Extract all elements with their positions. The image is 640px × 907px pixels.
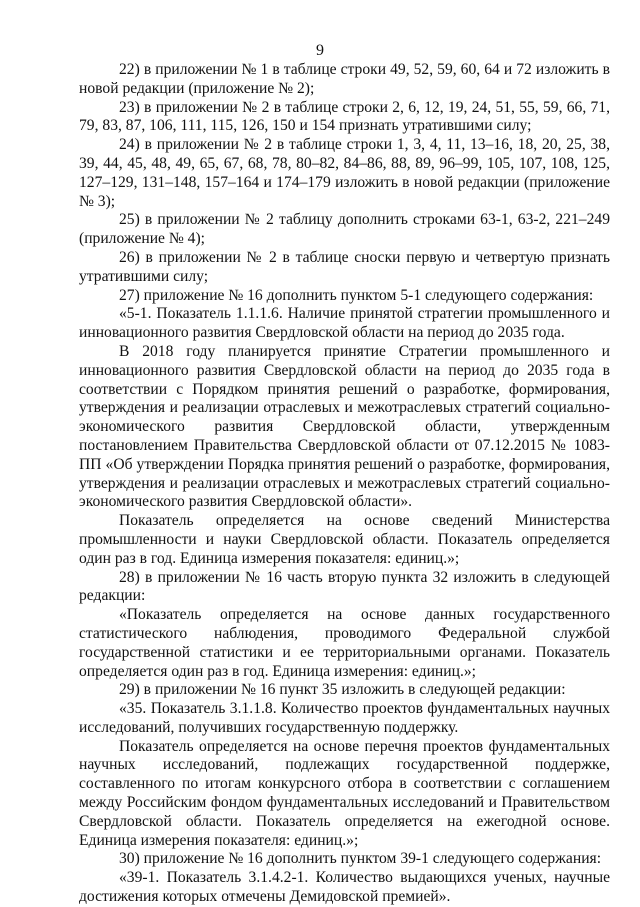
paragraph-item-25: 25) в приложении № 2 таблицу дополнить строками 63-1, 63-2, 221–249 (приложение № 4); xyxy=(79,211,610,248)
paragraph-item-29: 29) в приложении № 16 пункт 35 изложить в следующей редакции: xyxy=(119,681,566,699)
quoted-statistics-paragraph: «Показатель определяется на основе данных государственного статистического наблюдения, проводимого Федеральной службой государственной статистики и ее территориальными органами. Показатель определяется один раз в год. Единица измерения: единиц.»; xyxy=(79,606,610,680)
paragraph-item-24: 24) в приложении № 2 в таблице строки 1, 3, 4, 11, 13–16, 18, 20, 25, 38, 39, 44, 45, 48, 49, 65, 67, 68, 78, 80–82, 84–86, 88, 89, 96–99, 105, 107, 108, 125, 127–129, 131–148, 157–164 и 174–179 изложить в новой редакции (приложение № 3); xyxy=(79,136,610,210)
paragraph-item-30: 30) приложение № 16 дополнить пунктом 39-1 следующего содержания: xyxy=(119,850,602,868)
quoted-research-paragraph: Показатель определяется на основе перечня проектов фундаментальных научных исследований, подлежащих государственной поддержке, составленного по итогам конкурсного отбора в соответствии с соглашением между Российским фондом фундаментальных исследований и Правительством Свердловской области. Показатель определяется на ежегодной основе. Единица измерения показателя: единиц.»; xyxy=(79,737,610,849)
document-body xyxy=(79,61,610,907)
paragraph-item-23: 23) в приложении № 2 в таблице строки 2, 6, 12, 19, 24, 51, 55, 59, 66, 71, 79, 83, 87, 106, 111, 115, 126, 150 и 154 признать утратившими силу; xyxy=(79,98,610,135)
paragraph-item-26: 26) в приложении № 2 в таблице сноски первую и четвертую признать утратившими силу; xyxy=(79,248,610,285)
quoted-indicator-5-1: «5-1. Показатель 1.1.1.6. Наличие принятой стратегии промышленного и инновационного развития Свердловской области на период до 2035 года. xyxy=(79,305,610,342)
quoted-indicator-35: «35. Показатель 3.1.1.8. Количество проектов фундаментальных научных исследований, получивших государственную поддержку. xyxy=(79,700,610,736)
page-number: 9 xyxy=(316,42,324,59)
quoted-indicator-39-1: «39-1. Показатель 3.1.4.2-1. Количество выдающихся ученых, научные достижения которых отмечены Демидовской премией». xyxy=(79,869,610,906)
paragraph-item-27: 27) приложение № 16 дополнить пунктом 5-1 следующего содержания: xyxy=(119,286,594,304)
paragraph-item-28: 28) в приложении № 16 часть вторую пункта 32 изложить в следующей редакции: xyxy=(79,568,610,605)
quoted-indicator-source: Показатель определяется на основе сведений Министерства промышленности и науки Свердловской области. Показатель определяется один раз в год. Единица измерения показателя: единиц.»; xyxy=(79,512,610,567)
paragraph-item-22: 22) в приложении № 1 в таблице строки 49, 52, 59, 60, 64 и 72 изложить в новой редакции (приложение № 2); xyxy=(79,61,610,97)
quoted-strategy-paragraph: В 2018 году планируется принятие Стратегии промышленного и инновационного развития Свердловской области на период до 2035 года в соответствии с Порядком принятия решений о разработке, формирования, утверждения и реализации отраслевых и межотраслевых стратегий социально-экономического развития Свердловской области, утвержденным постановлением Правительства Свердловской области от 07.12.2015 № 1083-ПП «Об утверждении Порядка принятия решений о разработке, формирования, утверждения и реализации отраслевых и межотраслевых стратегий социально-экономического развития Свердловской области». xyxy=(79,342,610,511)
